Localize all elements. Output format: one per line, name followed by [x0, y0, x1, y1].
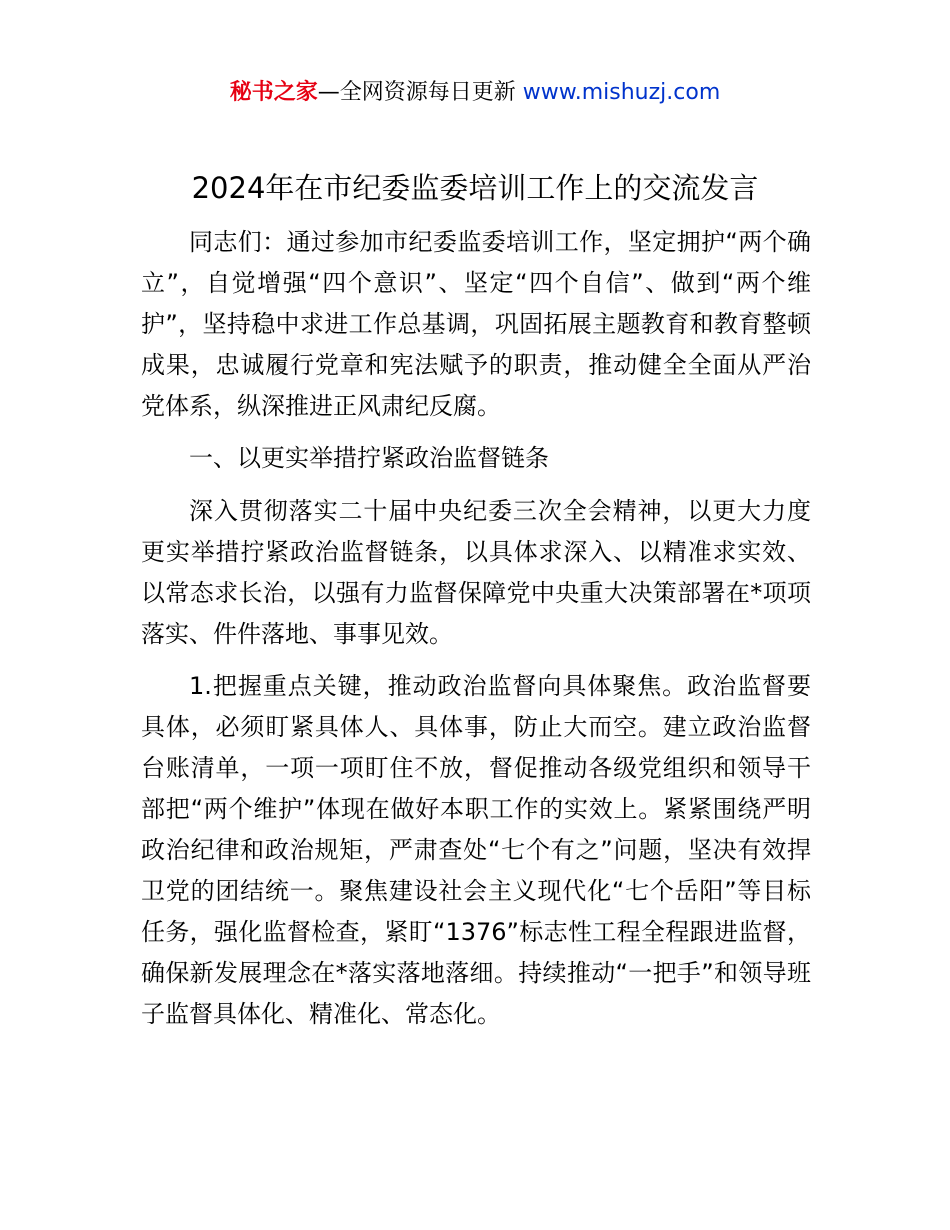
section-heading-1: 一、以更实举措拧紧政治监督链条: [189, 444, 549, 472]
document-body: [141, 222, 811, 1046]
site-url-link[interactable]: www.mishuzj.com: [522, 80, 721, 105]
site-brand: 秘书之家: [229, 80, 318, 105]
site-slogan: —全网资源每日更新: [317, 80, 523, 105]
site-header: [0, 76, 950, 110]
paragraph-intro: 同志们：通过参加市纪委监委培训工作，坚定拥护“两个确立”，自觉增强“四个意识”、坚定“四个自信”、做到“两个维护”，坚持稳中求进工作总基调，巩固拓展主题教育和教育整顿成果，忠诚履行党章和宪法赋予的职责，推动健全全面从严治党体系，纵深推进正风肃纪反腐。: [141, 228, 811, 420]
paragraph-point-1: 1.把握重点关键，推动政治监督向具体聚焦。政治监督要具体，必须盯紧具体人、具体事，防止大而空。建立政治监督台账清单，一项一项盯住不放，督促推动各级党组织和领导干部把“两个维护”体现在做好本职工作的实效上。紧紧围绕严明政治纪律和政治规矩，严肃查处“七个有之”问题，坚决有效捍卫党的团结统一。聚焦建设社会主义现代化“七个岳阳”等目标任务，强化监督检查，紧盯“1376”标志性工程全程跟进监督，确保新发展理念在*落实落地落细。持续推动“一把手”和领导班子监督具体化、精准化、常态化。: [141, 672, 811, 1028]
paragraph-section-1: 深入贯彻落实二十届中央纪委三次全会精神，以更大力度更实举措拧紧政治监督链条，以具体求深入、以精准求实效、以常态求长治，以强有力监督保障党中央重大决策部署在*项项落实、件件落地、事事见效。: [141, 497, 811, 648]
document-title: 2024年在市纪委监委培训工作上的交流发言: [191, 171, 759, 205]
